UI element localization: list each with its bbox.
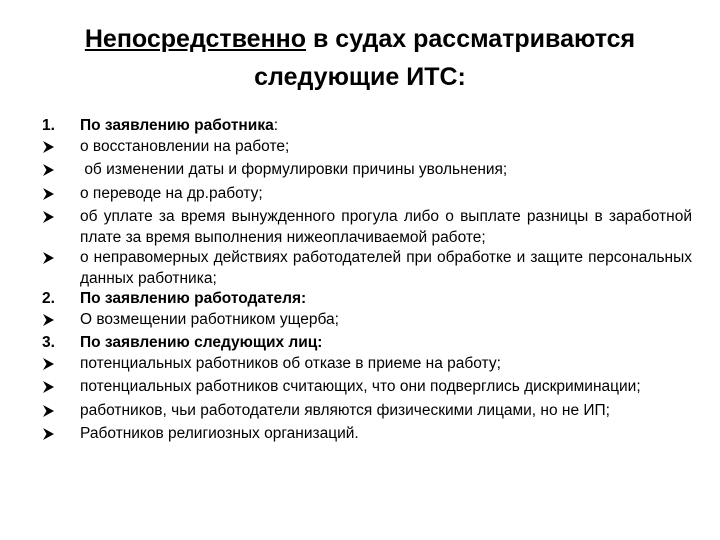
list-item xyxy=(42,137,692,161)
list-item-text: Работников религиозных организаций. xyxy=(80,425,359,442)
list-item-text: о неправомерных действиях работодателей при обработке и защите персональных данных работника; xyxy=(80,249,692,287)
list-item-text: потенциальных работников считающих, что они подверглись дискриминации; xyxy=(80,378,641,395)
list-item xyxy=(42,248,692,289)
list-item xyxy=(42,377,692,401)
arrow-bullet-icon xyxy=(42,210,55,224)
list-heading: По заявлению работника xyxy=(80,117,274,134)
list-heading-tail: : xyxy=(273,117,279,134)
list-item-text: об уплате за время вынужденного прогула либо о выплате разницы в заработной плате за время выполнения нижеоплачиваемой работе; xyxy=(80,208,692,246)
list-item xyxy=(42,354,692,378)
list-item-text: потенциальных работников об отказе в приеме на работу; xyxy=(80,354,501,372)
title-line2: следующие ИТС: xyxy=(254,63,466,91)
arrow-bullet-icon xyxy=(42,404,55,418)
claims-list xyxy=(42,116,692,448)
list-item xyxy=(42,289,692,310)
list-number: 3. xyxy=(42,334,55,351)
arrow-bullet-icon xyxy=(42,251,55,265)
list-number: 1. xyxy=(42,117,55,134)
list-number: 2. xyxy=(42,290,55,307)
list-item-text: работников, чьи работодатели являются физическими лицами, но не ИП; xyxy=(80,401,610,419)
arrow-bullet-icon xyxy=(42,187,55,201)
arrow-bullet-icon xyxy=(42,380,55,394)
title-underlined-word: Непосредственно xyxy=(84,25,307,53)
title-line1-rest: в судах рассматриваются xyxy=(306,25,636,53)
list-heading: По заявлению следующих лиц: xyxy=(80,334,323,351)
list-item xyxy=(42,160,692,184)
arrow-bullet-icon xyxy=(42,313,55,327)
list-item-text: об изменении даты и формулировки причины увольнения; xyxy=(80,161,508,178)
arrow-bullet-icon xyxy=(42,357,55,371)
list-item xyxy=(42,401,692,425)
arrow-bullet-icon xyxy=(42,427,55,441)
arrow-bullet-icon xyxy=(42,140,55,154)
list-item xyxy=(42,184,692,208)
slide-title xyxy=(40,20,680,96)
list-item-text: о восстановлении на работе; xyxy=(80,137,290,155)
list-item xyxy=(42,310,692,334)
list-item xyxy=(42,207,692,248)
list-item xyxy=(42,333,692,354)
list-item xyxy=(42,116,692,137)
list-item xyxy=(42,424,692,448)
arrow-bullet-icon xyxy=(42,163,55,177)
list-heading: По заявлению работодателя: xyxy=(80,290,307,307)
list-item-text: О возмещении работником ущерба; xyxy=(80,310,339,328)
list-item-text: о переводе на др.работу; xyxy=(80,184,263,202)
